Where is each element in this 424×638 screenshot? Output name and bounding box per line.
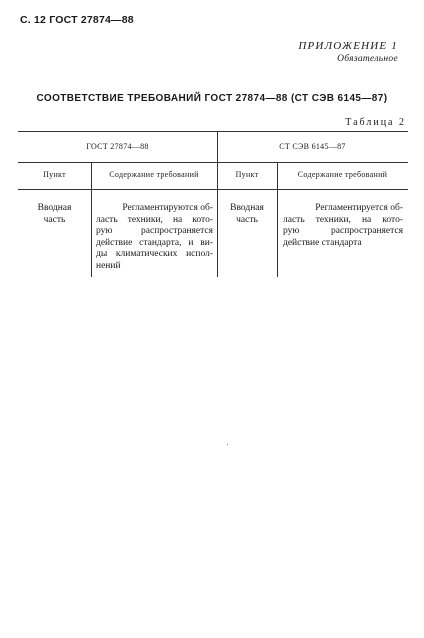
text-line: действие стандарта: [283, 237, 362, 248]
document-title: СООТВЕТСТВИЕ ТРЕБОВАНИЙ ГОСТ 27874—88 (СТ СЭВ 6145—87): [36, 93, 388, 104]
appendix-label: [298, 40, 398, 64]
text-line: рую распространяется: [283, 226, 403, 236]
table-cell-clause-gost: [18, 203, 91, 226]
text-line: нений: [96, 260, 121, 271]
text-line: ласть техники, на кото-: [283, 214, 403, 225]
text-line: ласть техники, на кото-: [96, 214, 213, 225]
table-cell-requirements-sev: [283, 203, 403, 249]
appendix-status: Обязательное: [337, 54, 398, 64]
header-sev: СТ СЭВ 6145—87: [279, 142, 346, 151]
page-header: С. 12 ГОСТ 27874—88: [20, 14, 134, 26]
clause-line: часть: [236, 214, 258, 225]
table-header-rule: [18, 189, 408, 190]
text-line: Регламентируются об-: [122, 203, 213, 213]
column-header-clause-sev: Пункт: [235, 170, 259, 179]
column-header-requirements-gost: Содержание требований: [109, 170, 199, 179]
appendix-title: ПРИЛОЖЕНИЕ 1: [298, 40, 398, 52]
table-caption: Таблица 2: [345, 117, 406, 128]
text-line: рую распространяется: [96, 226, 213, 236]
text-line: действие стандарта, и ви-: [96, 237, 213, 248]
table-cell-clause-sev: [217, 203, 277, 226]
table-divider-left: [91, 162, 92, 277]
column-header-requirements-sev: Содержание требований: [297, 170, 388, 179]
table-divider-right: [277, 162, 278, 277]
clause-line: Вводная: [37, 203, 72, 213]
clause-line: часть: [43, 214, 66, 225]
clause-line: Вводная: [230, 203, 264, 213]
column-header-clause-gost: Пункт: [43, 170, 66, 179]
table-cell-requirements-gost: [96, 203, 213, 272]
table-standards-rule: [18, 162, 408, 163]
print-speck: [227, 444, 228, 445]
table-top-rule: [18, 131, 408, 132]
text-line: ды климатических испол-: [96, 249, 213, 259]
header-gost: ГОСТ 27874—88: [86, 142, 149, 151]
text-line: Регламентируется об-: [315, 203, 403, 213]
